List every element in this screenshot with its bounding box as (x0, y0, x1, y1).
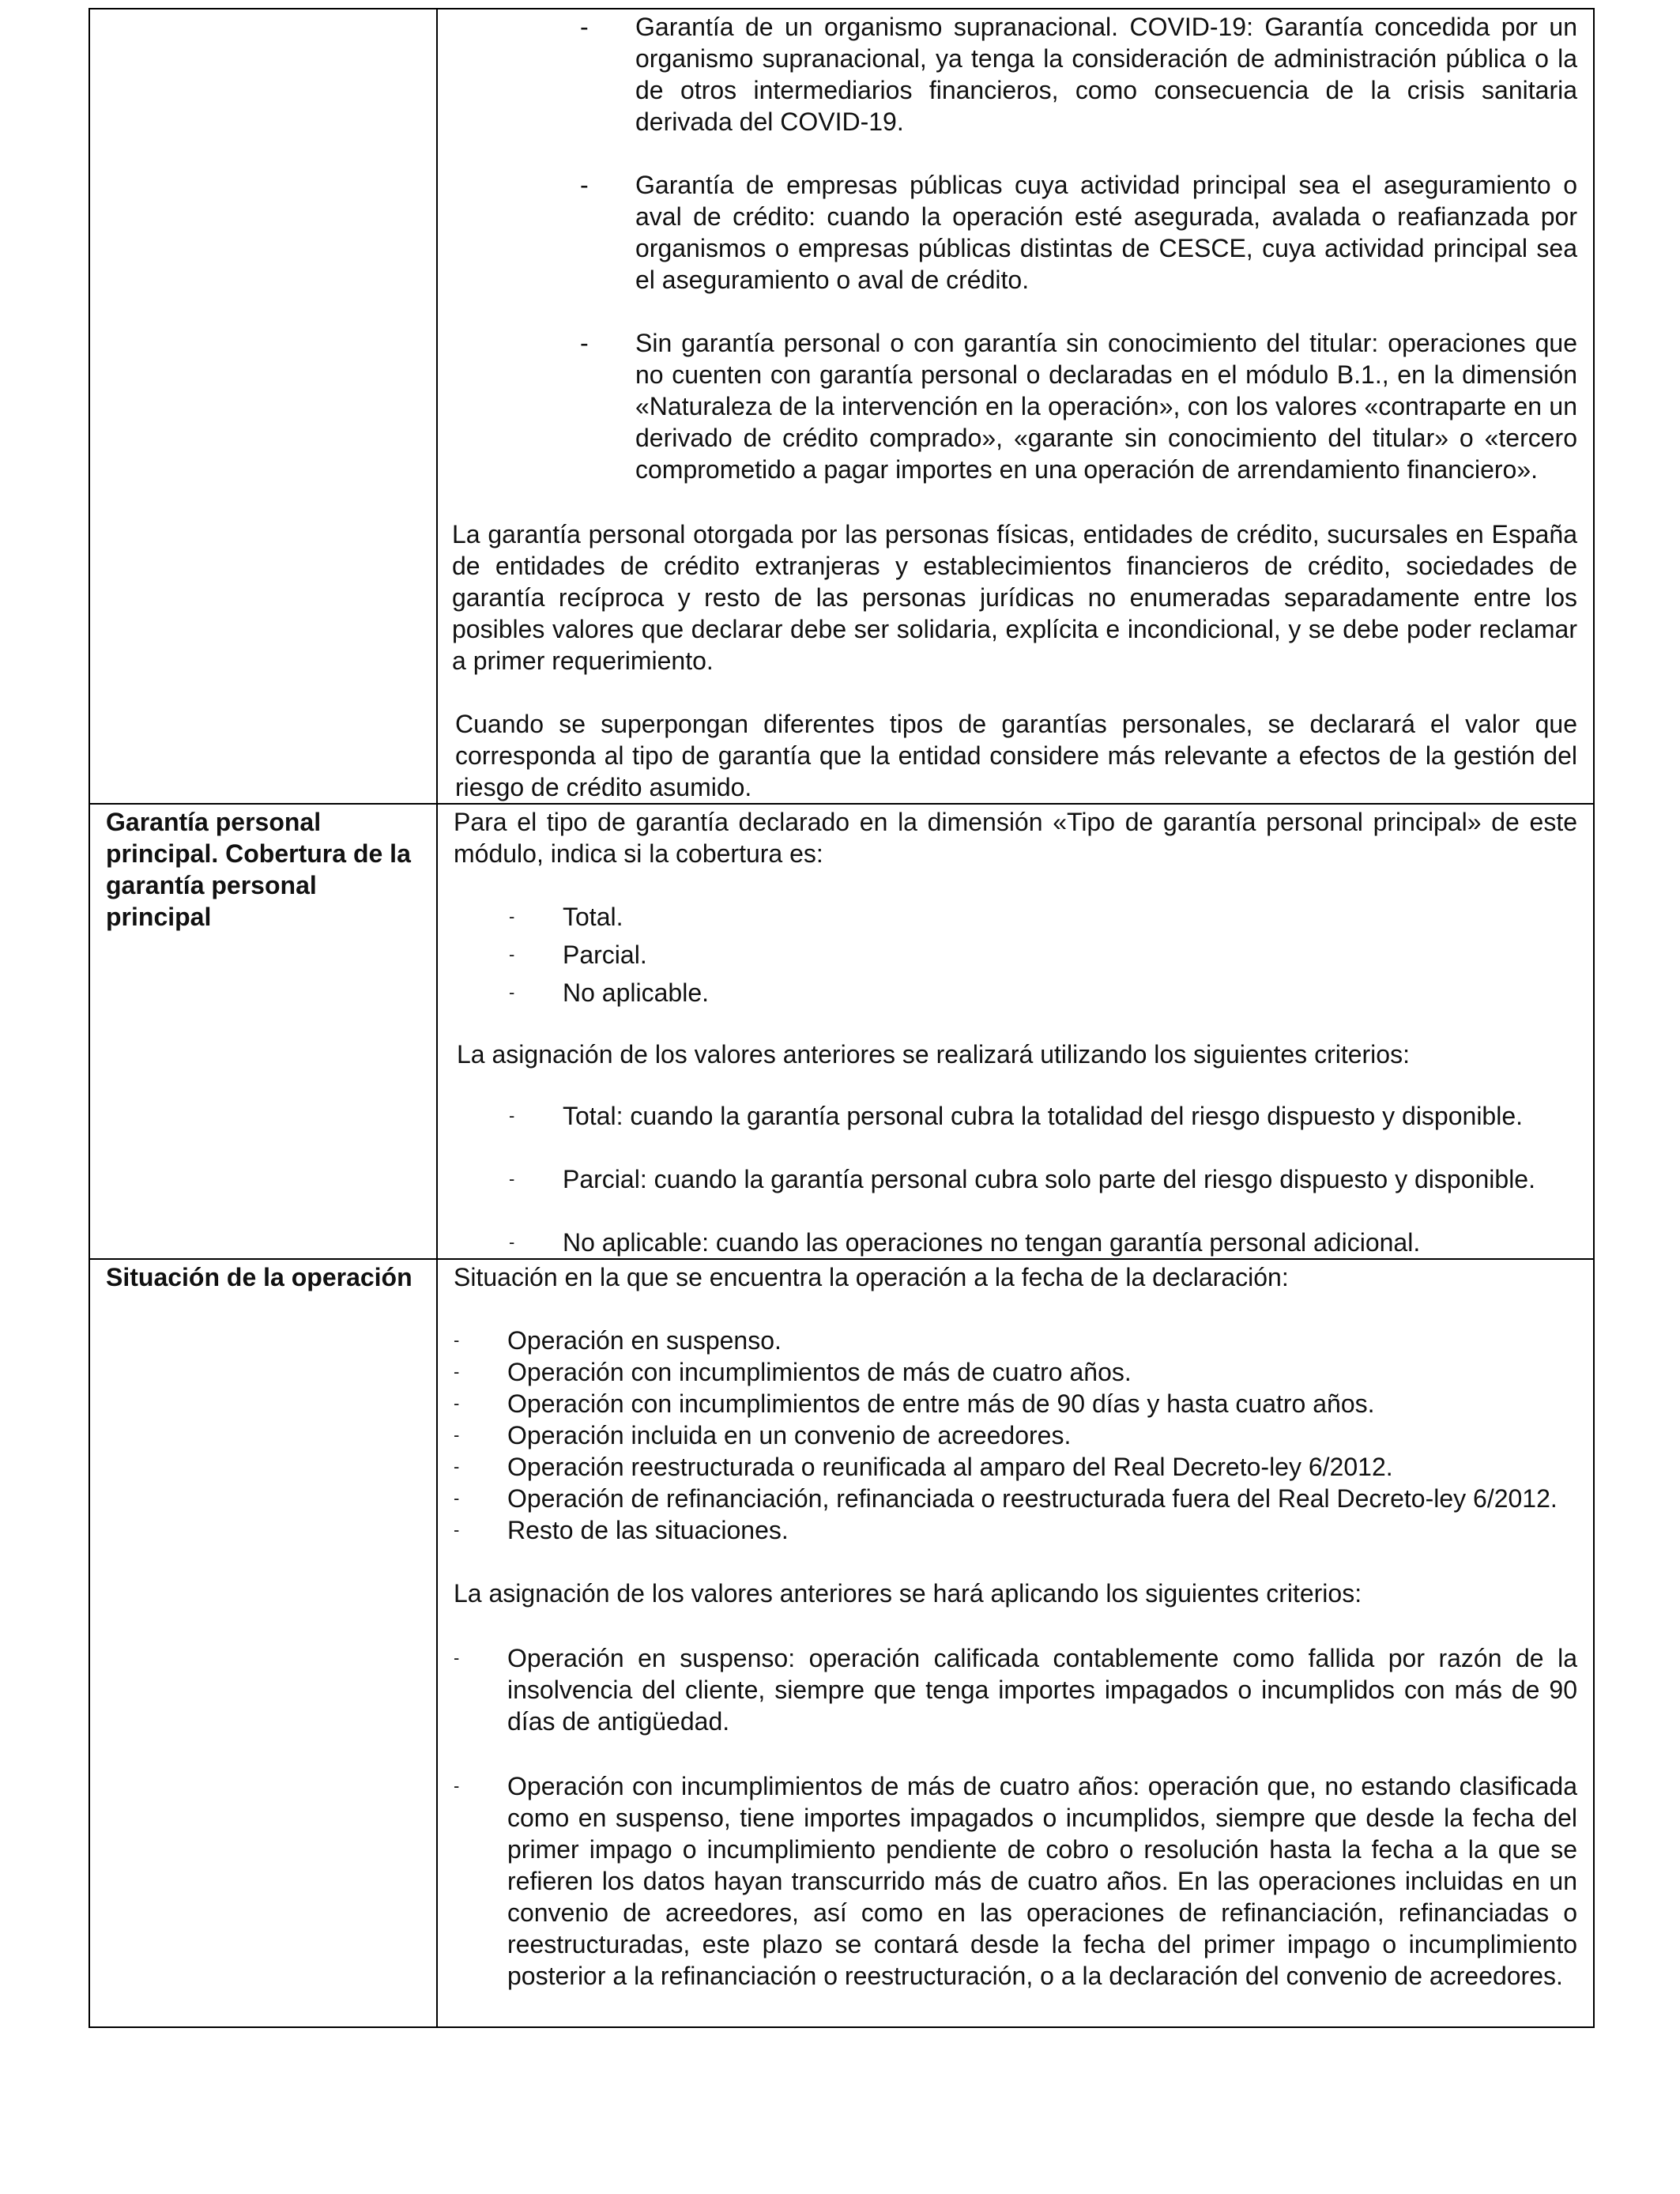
list-item: - No aplicable. (509, 974, 1577, 1012)
list-item: - Garantía de un organismo supranacional. COVID-19: Garantía concedida por un organismo supranacional, ya tenga la consideración de administración pública o la de otros intermediarios financieros, como consecuencia de la crisis sanitaria derivada del COVID-19. (580, 13, 1577, 136)
list-item: - Operación en suspenso. (454, 1326, 782, 1355)
list-item: - Parcial. (509, 936, 1577, 974)
list-item: - Operación reestructurada o reunificada al amparo del Real Decreto-ley 6/2012. (454, 1453, 1393, 1481)
list-item: - Parcial: cuando la garantía personal cubra solo parte del riesgo dispuesto y disponible. (509, 1165, 1535, 1193)
dash-bullet: - (454, 1330, 460, 1350)
row-body-cell (437, 9, 1594, 804)
list-item: - Operación incluida en un convenio de acreedores. (454, 1421, 1072, 1449)
dash-bullet: - (580, 329, 589, 357)
row-label: Situación de la operación (106, 1263, 412, 1291)
dash-bullet: - (454, 1648, 460, 1668)
paragraph: La asignación de los valores anteriores se realizará utilizando los siguientes criterios: (457, 1040, 1410, 1069)
table-row (89, 1259, 1594, 2027)
dash-bullet: - (509, 1232, 515, 1252)
dash-bullet: - (580, 171, 589, 199)
dash-bullet: - (580, 13, 589, 41)
table-row (89, 9, 1594, 804)
dash-bullet: - (454, 1488, 460, 1508)
list-item: - Total. (509, 898, 1577, 936)
table-row (89, 804, 1594, 1259)
row-body-cell (437, 804, 1594, 1259)
dash-bullet: - (509, 1169, 515, 1189)
list-item: - Operación con incumplimientos de entre más de 90 días y hasta cuatro años. (454, 1389, 1375, 1418)
dash-bullet: - (454, 1776, 460, 1796)
row-body-cell (437, 1259, 1594, 2027)
paragraph: Para el tipo de garantía declarado en la dimensión «Tipo de garantía personal principal» de este módulo, indica si la cobertura es: (454, 808, 1577, 868)
paragraph: La garantía personal otorgada por las personas físicas, entidades de crédito, sucursales en España de entidades de crédito extranjeras y establecimientos financieros de crédito, sociedades de garantía recíproca y resto de las personas jurídicas no enumeradas separadamente entre los posibles valores que declarar debe ser solidaria, explícita e incondicional, y se debe poder reclamar a primer requerimiento. (452, 520, 1577, 675)
row-label-cell (89, 9, 437, 804)
dash-bullet: - (454, 1520, 460, 1540)
dash-bullet: - (454, 1362, 460, 1382)
list-item: - Resto de las situaciones. (454, 1516, 789, 1544)
dash-bullet: - (509, 982, 515, 1002)
dash-bullet: - (454, 1425, 460, 1445)
row-label-cell (89, 804, 437, 1259)
paragraph: Situación en la que se encuentra la operación a la fecha de la declaración: (454, 1263, 1289, 1291)
row-label-cell (89, 1259, 437, 2027)
list-item: - Operación con incumplimientos de más de cuatro años. (454, 1358, 1132, 1386)
dash-bullet: - (454, 1457, 460, 1476)
row-label: Garantía personal principal. Cobertura de la garantía personal principal (106, 808, 411, 931)
row-label (90, 9, 436, 11)
dash-bullet: - (509, 944, 515, 964)
list-item: - Operación de refinanciación, refinanciada o reestructurada fuera del Real Decreto-ley 6/2012. (454, 1484, 1558, 1513)
list-item: - No aplicable: cuando las operaciones no tengan garantía personal adicional. (509, 1228, 1421, 1257)
list-item: - Sin garantía personal o con garantía sin conocimiento del titular: operaciones que no cuenten con garantía personal o declaradas en el módulo B.1., en la dimensión «Naturaleza de la intervención en la operación», con los valores «contraparte en un derivado de crédito comprado», «garante sin conocimiento del titular» o «tercero comprometido a pagar importes en una operación de arrendamiento financiero». (580, 329, 1577, 484)
paragraph: Cuando se superpongan diferentes tipos de garantías personales, se declarará el valor que corresponda al tipo de garantía que la entidad considere más relevante a efectos de la gestión del riesgo de crédito asumido. (455, 710, 1577, 801)
definitions-table (89, 8, 1595, 2028)
list-item: - Operación con incumplimientos de más de cuatro años: operación que, no estando clasificada como en suspenso, tiene importes impagados o incumplidos, siempre que desde la fecha del primer impago o incumplimiento pendiente de cobro o resolución hasta la fecha a la que se refieren los datos hayan transcurrido más de cuatro años. En las operaciones incluidas en un convenio de acreedores, así como en las operaciones de refinanciación, refinanciadas o reestructuradas, este plazo se contará desde la fecha del primer impago o incumplimiento posterior a la refinanciación o reestructuración, o a la declaración del convenio de acreedores. (454, 1772, 1577, 1990)
list-item: - Garantía de empresas públicas cuya actividad principal sea el aseguramiento o aval de crédito: cuando la operación esté asegurada, avalada o reafianzada por organismos o empresas públicas distintas de CESCE, cuya actividad principal sea el aseguramiento o aval de crédito. (580, 171, 1577, 294)
list-item: - Total: cuando la garantía personal cubra la totalidad del riesgo dispuesto y disponible. (509, 1102, 1524, 1130)
paragraph: La asignación de los valores anteriores se hará aplicando los siguientes criterios: (454, 1579, 1362, 1608)
dash-bullet: - (509, 1106, 515, 1125)
dash-bullet: - (509, 907, 515, 926)
dash-bullet: - (454, 1393, 460, 1413)
list-item: - Operación en suspenso: operación calificada contablemente como fallida por razón de la insolvencia del cliente, siempre que tenga importes impagados o incumplidos con más de 90 días de antigüedad. (454, 1644, 1577, 1736)
